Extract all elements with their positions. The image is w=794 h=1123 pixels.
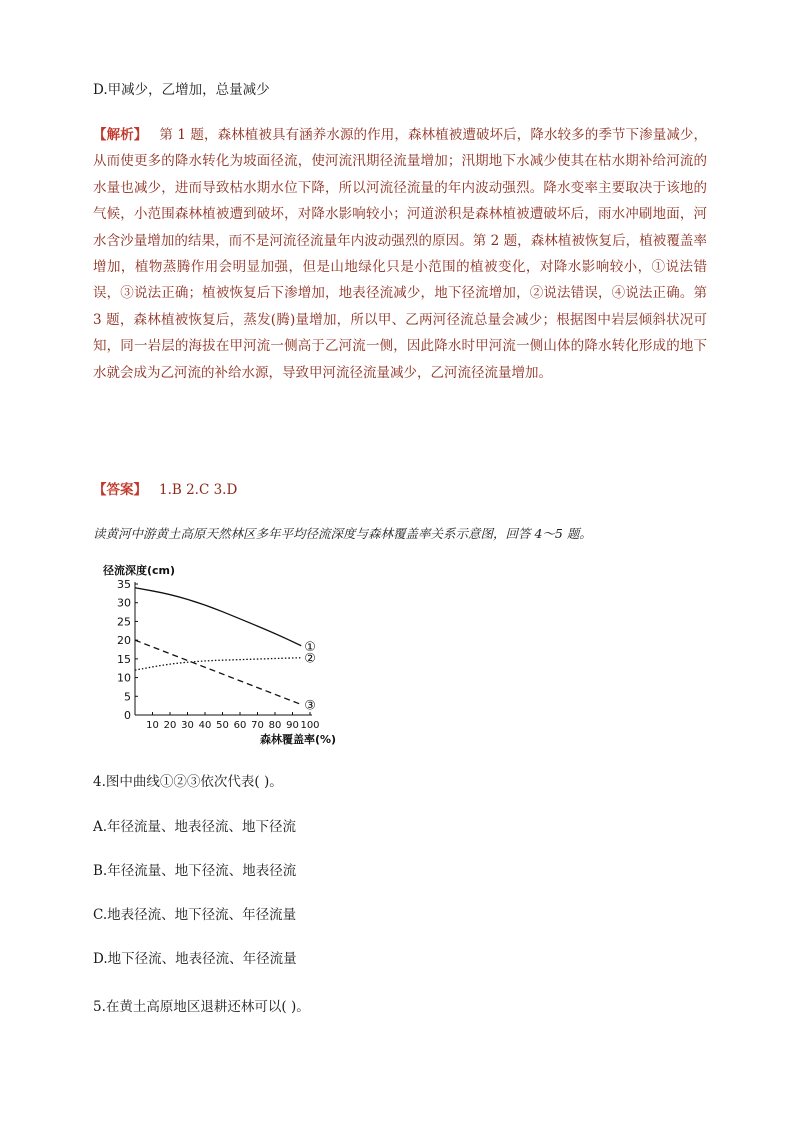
question-5: 5.在黄土高原地区退耕还林可以( )。 bbox=[93, 999, 310, 1015]
y-tick-label: 35 bbox=[117, 578, 131, 591]
series-label-1: ① bbox=[304, 639, 316, 655]
option-a[interactable]: A.年径流量、地表径流、地下径流 bbox=[93, 819, 297, 835]
x-tick-label: 60 bbox=[233, 720, 247, 731]
x-tick-label: 40 bbox=[198, 720, 212, 731]
option-c[interactable]: C.地表径流、地下径流、年径流量 bbox=[93, 907, 297, 923]
analysis-section bbox=[93, 122, 707, 386]
x-tick-label: 100 bbox=[300, 720, 320, 731]
series-label-3: ③ bbox=[304, 698, 316, 714]
y-tick-label: 30 bbox=[117, 596, 131, 610]
option-d[interactable]: D.地下径流、地表径流、年径流量 bbox=[93, 951, 297, 967]
y-tick-label: 10 bbox=[117, 671, 131, 685]
y-tick-label: 25 bbox=[117, 615, 131, 629]
series-line-2 bbox=[135, 658, 301, 670]
x-tick-label: 10 bbox=[146, 720, 159, 731]
answer-tag: 【答案】 bbox=[93, 482, 147, 498]
analysis-tag: 【解析】 bbox=[93, 127, 148, 143]
x-tick-label: 70 bbox=[251, 720, 264, 731]
y-tick-label: 15 bbox=[117, 652, 131, 666]
question-prompt: 读黄河中游黄土高原天然林区多年平均径流深度与森林覆盖率关系示意图，回答 4～5 题。 bbox=[93, 526, 592, 541]
series-line-1 bbox=[135, 588, 301, 646]
x-tick-label: 20 bbox=[163, 720, 177, 731]
series-label-2: ② bbox=[304, 651, 316, 667]
option-b[interactable]: B.年径流量、地下径流、地表径流 bbox=[93, 863, 297, 879]
series-line-3 bbox=[135, 640, 301, 704]
y-axis-label: 径流深度(cm) bbox=[103, 564, 176, 577]
answer-section bbox=[93, 478, 707, 498]
answer-text: 1.B 2.C 3.D bbox=[159, 482, 238, 498]
x-axis-label: 森林覆盖率(%) bbox=[260, 733, 337, 746]
analysis-text: 第 1 题，森林植被具有涵养水源的作用，森林植被遭破坏后，降水较多的季节下渗量减少，从而使更多的降水转化为坡面径流，使河流汛期径流量增加；汛期地下水减少使其在枯水期补给河流的水量也减少，进而导致枯水期水位下降，所以河流径流量的年内波动强烈。降水变率主要取决于该地的气候，小范围森林植被遭到破坏，对降水影响较小；河道淤积是森林植被遭破坏后，雨水冲刷地面，河水含沙量增加的结果，而不是河流径流量年内波动强烈的原因。第 2 题，森林植被恢复后，植被覆盖率增加，植物蒸腾作用会明显加强，但是山地绿化只是小范围的植被变化，对降水影响较小，①说法错误，③说法正确；植被恢复后下渗增加，地表径流减少，地下径流增加，②说法错误，④说法正确。第 3 题，森林植被恢复后，蒸发(腾)量增加，所以甲、乙两河径流总量会减少；根据图中岩层倾斜状况可知，同一岩层的海拔在甲河流一侧高于乙河流一侧，因此降水时甲河流一侧山体的降水转化形成的地下水就会成为乙河流的补给水源，导致甲河流径流量减少，乙河流径流量增加。 bbox=[93, 127, 708, 381]
x-tick-label: 30 bbox=[181, 720, 194, 731]
previous-option-d: D.甲减少，乙增加，总量减少 bbox=[93, 82, 270, 98]
runoff-chart-svg bbox=[95, 558, 355, 753]
x-tick-label: 80 bbox=[268, 720, 282, 731]
y-tick-label: 0 bbox=[124, 709, 131, 722]
x-tick-label: 90 bbox=[286, 720, 299, 731]
x-tick-label: 50 bbox=[216, 720, 229, 731]
runoff-chart bbox=[95, 558, 355, 753]
question-4: 4.图中曲线①②③依次代表( )。 bbox=[93, 774, 283, 790]
y-tick-label: 20 bbox=[117, 634, 131, 648]
y-tick-label: 5 bbox=[124, 690, 131, 704]
